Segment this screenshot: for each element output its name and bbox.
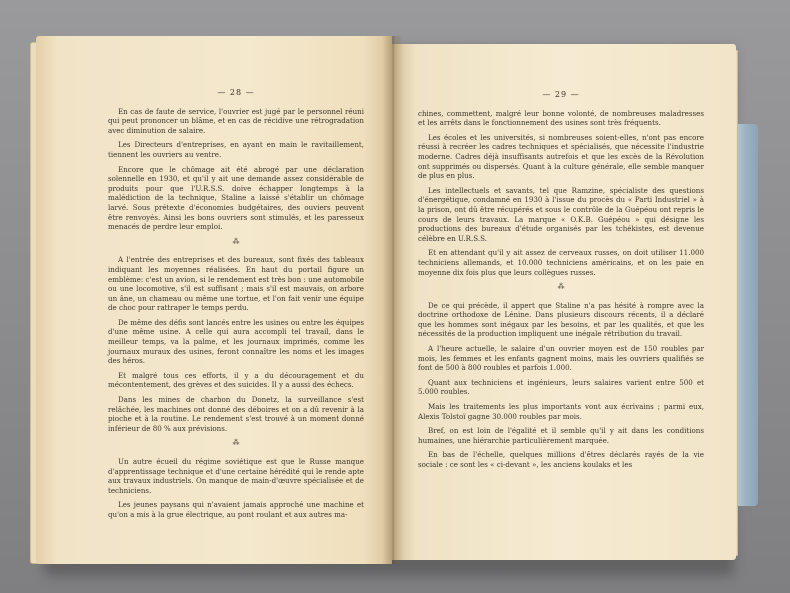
section-separator: ⁂ (232, 439, 240, 448)
page-number: — 29 — (542, 90, 580, 99)
right-page-text (418, 109, 704, 470)
paragraph: Quant aux techniciens et ingénieurs, leurs salaires varient entre 500 et 5.000 roubles. (418, 377, 704, 397)
paragraph: Un autre écueil du régime soviétique est que le Russe manque d'apprentissage technique et d'une certaine hérédité qui le rende apte aux travaux industriels. On manque de main-d'œuvre spécialisée et de techniciens. (108, 457, 364, 495)
paragraph: Mais les traitements les plus importants vont aux écrivains ; parmi eux, Alexis Tolstoï gagne 30.000 roubles par mois. (418, 402, 704, 421)
paragraph: Encore que le chômage ait été abrogé par une déclaration solennelle en 1930, et qu'il y ait une demande assez considérable de produits pour que l'U.R.S.S. doive échapper longtemps à la malédiction de la technique, Staline a laissé s'établir un chômage larvé. Sous prétexte d'économies budgétaires, des ouviers peuvent être renvoyés. Ainsi les bons ouvriers sont stimulés, et les paresseux menacés de perdre leur emploi. (108, 164, 364, 232)
paragraph: Bref, on est loin de l'égalité et il semble qu'il y ait dans les conditions humaines, une hiérarchie particulièrement marquée. (418, 426, 704, 445)
paragraph: chines, commettent, malgré leur bonne volonté, de nombreuses maladresses et les arrêts dans le fonctionnement des usines sont très fréquents. (418, 108, 704, 128)
paragraph: Les jeunes paysans qui n'avaient jamais approché une machine et qu'on a mis à la grue électrique, au pont roulant et aux autres ma- (108, 500, 364, 519)
paragraph: A l'heure actuelle, le salaire d'un ouvrier moyen est de 150 roubles par mois, les femmes et les enfants gagnent moins, mais les ouvriers qualifiés se font de 500 à 800 roubles et parfois 1.000. (418, 344, 704, 373)
book-cover-edge (736, 124, 758, 506)
paragraph: Dans les mines de charbon du Donetz, la surveillance s'est relâchée, les machines ont donné des déboires et on a dû revenir à la pioche et à la routine. Le rendement s'est trouvé à un moment donné inférieur de 80 % aux prévisions. (108, 395, 364, 433)
paragraph: A l'entrée des entreprises et des bureaux, sont fixés des tableaux indiquant les moyennes réalisées. En haut du portail figure un emblème: c'est un avion, si le rendement est très bon : une automobile ou une locomotive, s'il est suffisant ; mais s'il est mauvais, on arbore un âne, un chameau ou même une tortue, et l'on fait venir une équipe de choc pour rattraper le temps perdu. (108, 255, 364, 313)
open-book (36, 36, 726, 571)
left-page-text (108, 107, 364, 520)
paragraph: Et en attendant qu'il y ait assez de cerveaux russes, on doit utiliser 11.000 techniciens allemands, et 10.000 techniciens américains, et on les paie en moyenne dix fois plus que leurs collègues russes. (418, 248, 704, 277)
paragraph: Les écoles et les universités, si nombreuses soient-elles, n'ont pas encore réussi à recréer les cadres techniques et spécialisés, que nécessite l'industrie moderne. Cadres déjà insuffisants autrefois et que les excès de la Révolution ont supprimés ou dispersés. Quant à la culture générale, elle semble manquer de plus en plus. (418, 132, 704, 181)
paragraph: Les Directeurs d'entreprises, en ayant en main le ravitaillement, tiennent les ouvriers au ventre. (108, 140, 364, 159)
paragraph: De même des défis sont lancés entre les usines ou entre les équipes d'une même usine. A celle qui aura accompli tel travail, dans le meilleur temps, va la palme, et les journaux imprimés, comme les journaux muraux des usines, feront connaître les noms et les images des héros. (108, 317, 364, 366)
page-number: — 28 — (217, 88, 255, 97)
left-page (36, 36, 392, 564)
paragraph: Et malgré tous ces efforts, il y a du découragement et du mécontentement, des grèves et des suicides. Il y a aussi des échecs. (108, 370, 364, 390)
paragraph: En bas de l'échelle, quelques millions d'êtres déclarés rayés de la vie sociale : ce sont les « ci-devant », les anciens koulaks et les (418, 450, 704, 469)
paragraph: De ce qui précède, il appert que Staline n'a pas hésité à rompre avec la doctrine orthodoxe de Lénine. Dans plusieurs discours récents, il a déclaré que les hommes sont inégaux par les besoins, et par les qualités, et que les nécessités de la production impliquent une inégale rétribution du travail. (418, 300, 704, 339)
section-separator: ⁂ (557, 283, 565, 292)
section-separator: ⁂ (232, 237, 240, 246)
paragraph: Les intellectuels et savants, tel que Ramzine, spécialiste des questions d'énergétique, condamné en 1930 à l'issue du procès du « Parti Industriel » à la prison, ont dû être récupérés et sous le contrôle de la Guépéou ont repris le cours de leurs travaux. La marque « O.K.B. Guépéou » qui désigne les productions des bureaux d'étude organisés par les tchékistes, est devenue célèbre en U.R.S.S. (418, 185, 704, 243)
paragraph: En cas de faute de service, l'ouvrier est jugé par le personnel réuni qui peut prononcer un blâme, et en cas de récidive une rétrogradation avec diminution de salaire. (108, 106, 364, 135)
right-page (392, 44, 736, 560)
